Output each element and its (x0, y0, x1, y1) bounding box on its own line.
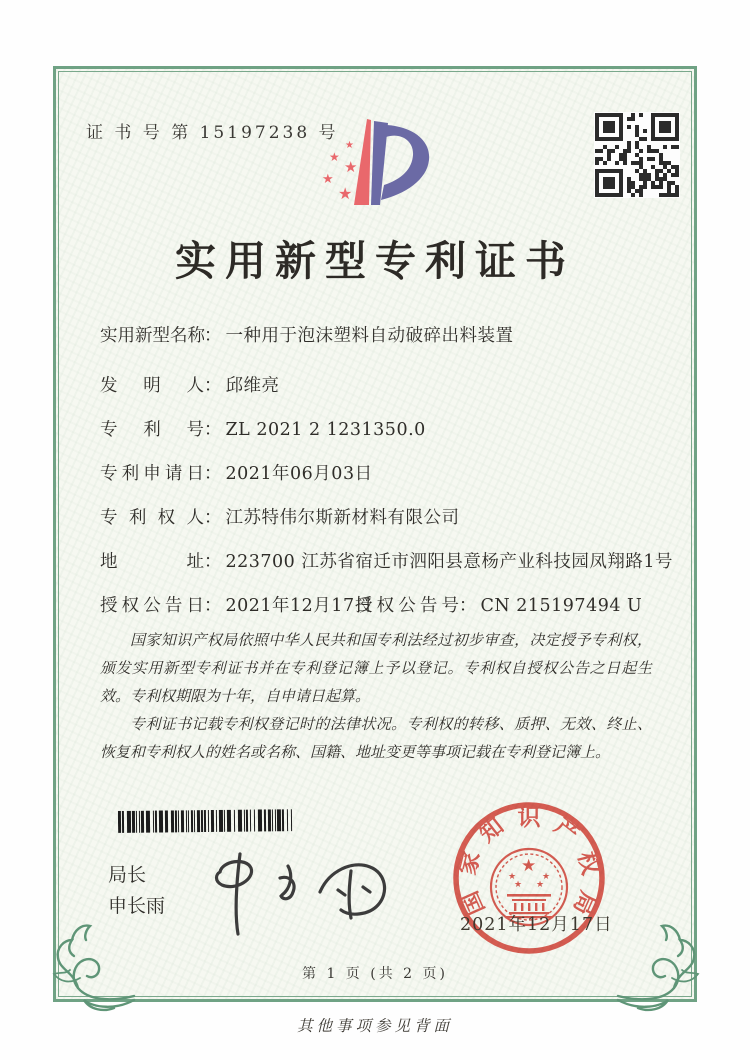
field-label: 专利权人 (100, 508, 204, 528)
svg-text:权: 权 (572, 848, 605, 878)
field-colon: ： (204, 508, 222, 528)
back-note: 其他事项参见背面 (296, 1017, 453, 1035)
svg-text:★: ★ (344, 158, 358, 176)
svg-text:国: 国 (456, 887, 491, 920)
svg-text:★: ★ (514, 880, 523, 890)
field-label: 授权公告号 (355, 596, 459, 616)
svg-text:★: ★ (508, 872, 517, 882)
svg-text:★: ★ (329, 150, 340, 164)
field-colon: ： (459, 596, 477, 616)
svg-text:识: 识 (517, 804, 541, 831)
field-value: 一种用于泡沫塑料自动破碎出料装置 (225, 326, 514, 346)
legal-text (100, 626, 652, 766)
field-patent-number (100, 416, 660, 441)
svg-text:家: 家 (453, 848, 486, 878)
field-label: 专利号 (100, 420, 204, 440)
field-colon: ： (204, 326, 222, 346)
field-value: 邱维亮 (225, 376, 280, 396)
cnipa-logo-icon (301, 97, 465, 229)
page-number: 第 1 页 (共 2 页) (302, 966, 448, 982)
field-colon: ： (204, 596, 222, 616)
svg-text:局: 局 (567, 887, 602, 920)
legal-paragraph: 专利证书记载专利权登记时的法律状况。专利权的转移、质押、无效、终止、恢复和专利权人的姓名或名称、国籍、地址变更等事项记载在专利登记簿上。 (100, 715, 652, 761)
field-colon: ： (204, 464, 222, 484)
corner-flourish-icon (612, 918, 722, 1014)
qr-code (594, 112, 680, 198)
field-label: 地址 (100, 552, 204, 572)
field-label: 专利申请日 (100, 464, 204, 484)
field-grant-date (100, 592, 660, 617)
field-value: ZL 2021 2 1231350.0 (225, 420, 426, 440)
field-label: 发明人 (100, 376, 204, 396)
field-colon: ： (204, 420, 222, 440)
barcode (118, 809, 296, 834)
corner-flourish-icon (30, 918, 140, 1014)
svg-text:★: ★ (521, 856, 537, 876)
director-title: 局长 (108, 864, 147, 886)
field-value: 江苏特伟尔斯新材料有限公司 (225, 508, 460, 528)
certificate-title: 实用新型专利证书 (175, 237, 575, 285)
field-value: 2021年06月03日 (225, 464, 373, 484)
field-colon: ： (204, 552, 222, 572)
field-invention-name (100, 322, 660, 347)
field-filing-date (100, 460, 660, 485)
director-name: 申长雨 (108, 895, 166, 917)
svg-text:知: 知 (474, 812, 509, 848)
svg-text:产: 产 (549, 812, 584, 848)
field-value: CN 215197494 U (480, 596, 643, 616)
director-block (108, 860, 165, 922)
field-label: 实用新型名称 (100, 326, 205, 346)
svg-text:★: ★ (322, 172, 334, 187)
svg-text:★: ★ (542, 872, 551, 882)
field-colon: ： (204, 376, 222, 396)
field-grant-number (355, 592, 642, 617)
field-patentee (100, 504, 660, 529)
svg-text:★: ★ (345, 140, 354, 151)
certificate-number: 证 书 号 第 15197238 号 (86, 123, 339, 143)
field-value: 2021年12月17日 (225, 596, 373, 616)
field-label: 授权公告日 (100, 596, 204, 616)
field-value: 223700 江苏省宿迁市泗阳县意杨产业科技园凤翔路1号 (225, 552, 673, 572)
seal-date: 2021年12月17日 (460, 915, 613, 935)
legal-paragraph: 国家知识产权局依照中华人民共和国专利法经过初步审查，决定授予专利权，颁发实用新型专利证书并在专利登记簿上予以登记。专利权自授权公告之日起生效。专利权期限为十年，自申请日起算。 (100, 631, 652, 705)
svg-text:★: ★ (338, 184, 353, 203)
svg-text:★: ★ (536, 880, 545, 890)
field-address (100, 548, 673, 573)
field-inventor (100, 372, 660, 397)
director-signature (192, 838, 407, 943)
